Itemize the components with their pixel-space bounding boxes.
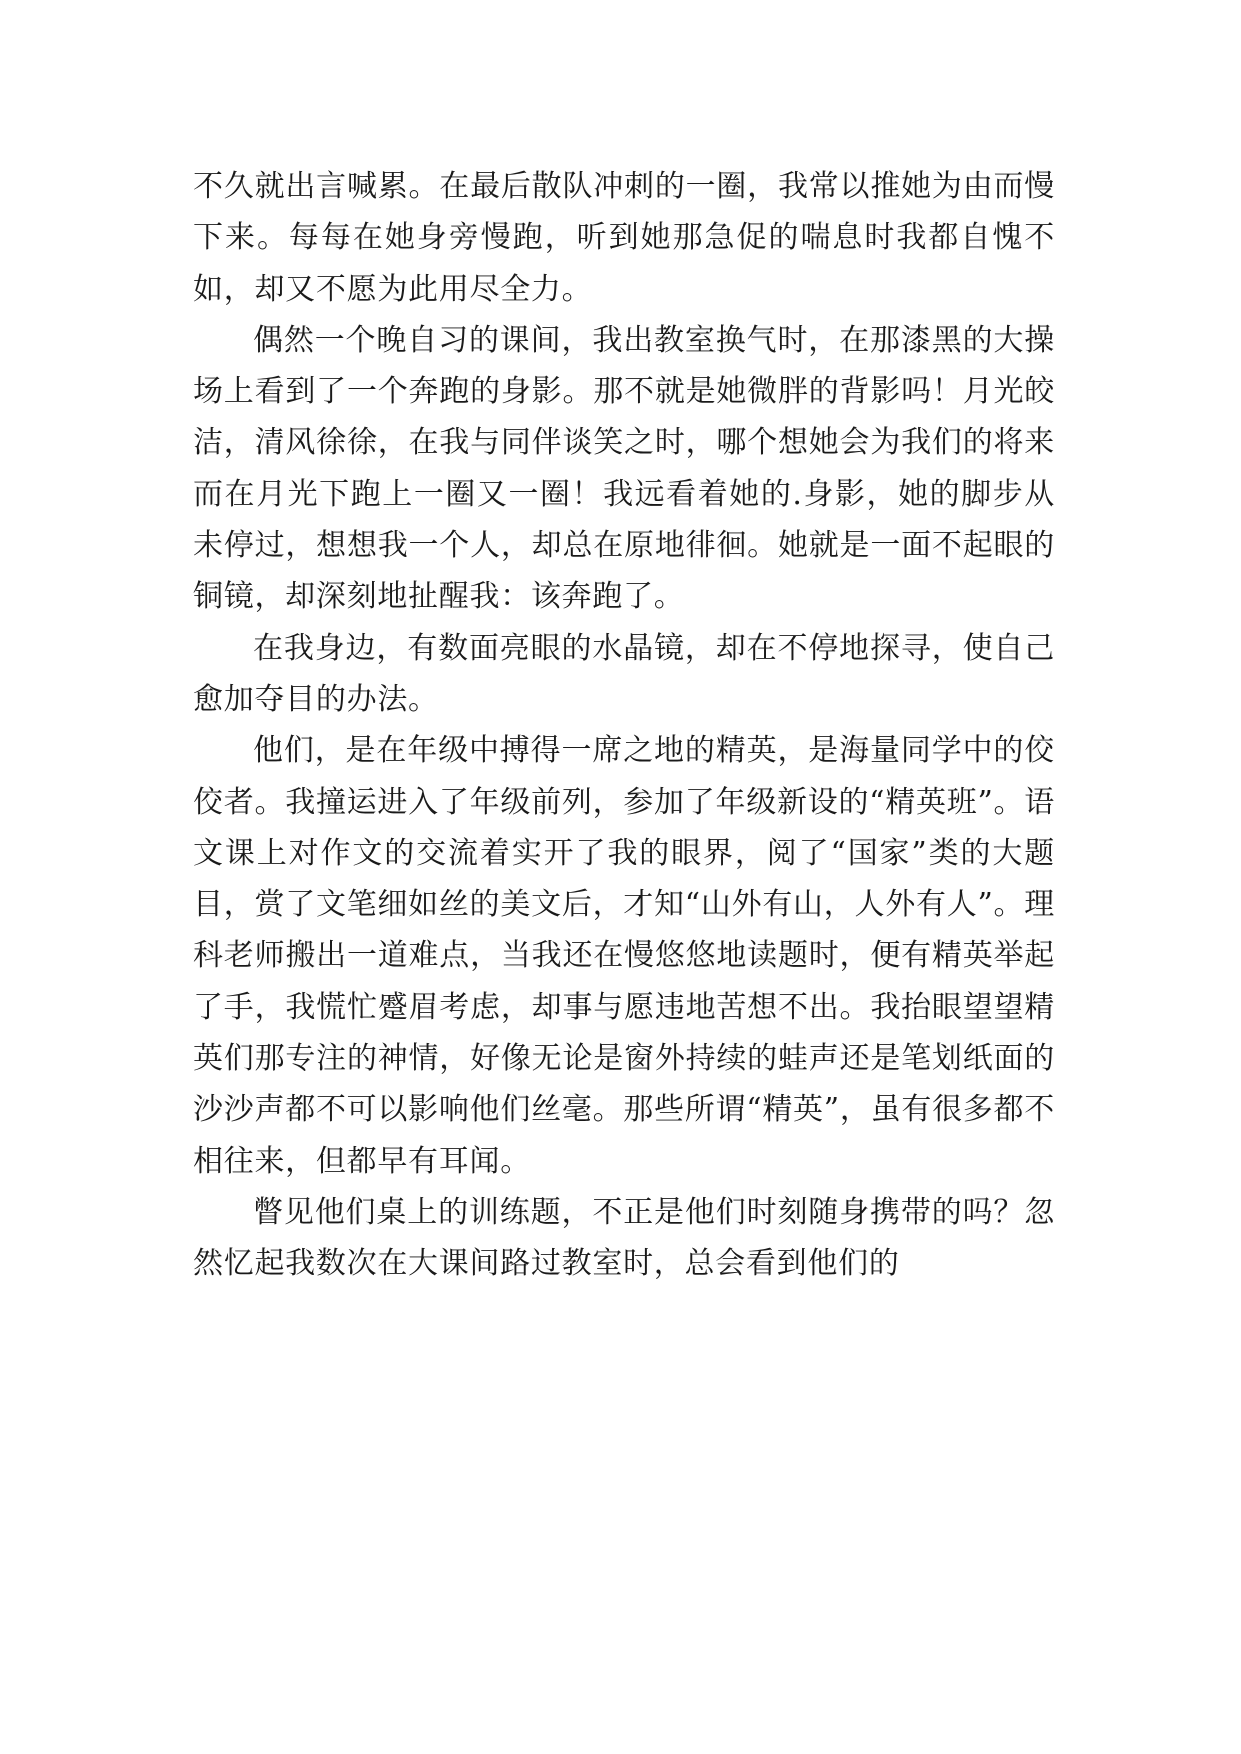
paragraph-5: 瞥见他们桌上的训练题，不正是他们时刻随身携带的吗？忽然忆起我数次在大课间路过教室时，总会看到他们的 xyxy=(193,1194,1055,1282)
paragraph-2: 偶然一个晚自习的课间，我出教室换气时，在那漆黑的大操场上看到了一个奔跑的身影。那不就是她微胖的背影吗！月光皎洁，清风徐徐，在我与同伴谈笑之时，哪个想她会为我们的将来而在月光下跑上一圈又一圈！我远看着她的.身影，她的脚步从未停过，想想我一个人，却总在原地徘徊。她就是一面不起眼的铜镜，却深刻地扯醒我：该奔跑了。 xyxy=(193,322,1055,615)
paragraph-3: 在我身边，有数面亮眼的水晶镜，却在不停地探寻，使自己愈加夺目的办法。 xyxy=(193,630,1055,717)
paragraph-1: 不久就出言喊累。在最后散队冲刺的一圈，我常以推她为由而慢下来。每每在她身旁慢跑，听到她那急促的喘息时我都自愧不如，却又不愿为此用尽全力。 xyxy=(193,169,1055,307)
body-text xyxy=(193,161,1055,1290)
paragraph-4: 他们，是在年级中搏得一席之地的精英，是海量同学中的佼佼者。我撞运进入了年级前列，参加了年级新设的“精英班”。语文课上对作文的交流着实开了我的眼界，阅了“国家”类的大题目，赏了文笔细如丝的美文后，才知“山外有山，人外有人”。理科老师搬出一道难点，当我还在慢悠悠地读题时，便有精英举起了手，我慌忙蹙眉考虑，却事与愿违地苦想不出。我抬眼望望精英们那专注的神情，好像无论是窗外持续的蛙声还是笔划纸面的沙沙声都不可以影响他们丝毫。那些所谓“精英”，虽有很多都不相往来，但都早有耳闻。 xyxy=(193,733,1055,1179)
